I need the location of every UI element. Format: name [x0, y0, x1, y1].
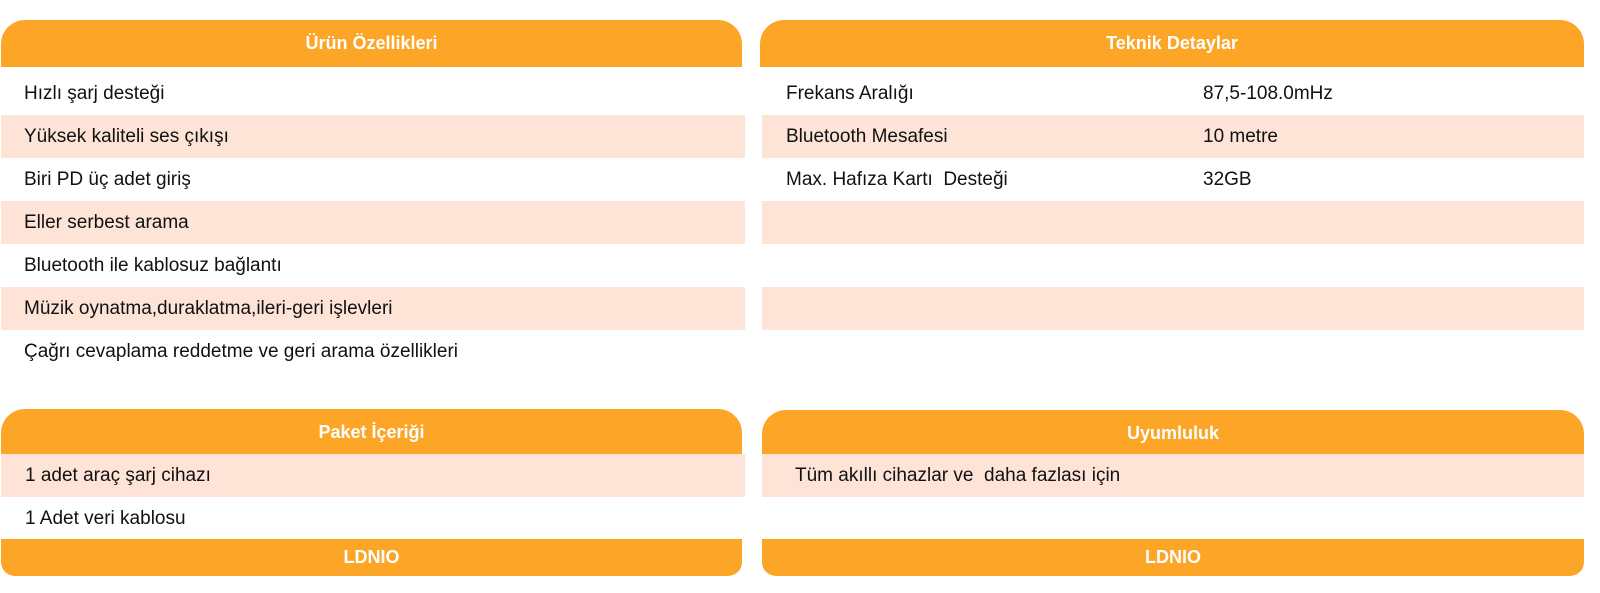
uyumluluk-row [762, 497, 1584, 540]
uyumluluk-footer: LDNIO [762, 539, 1584, 576]
urun-ozellikleri-row [1, 72, 745, 115]
package-item: 1 Adet veri kablosu [25, 507, 186, 529]
urun-ozellikleri-row [1, 287, 745, 330]
urun-ozellikleri-header: Ürün Özellikleri [1, 20, 742, 67]
paket-icerigi-row [1, 454, 745, 497]
feature-text: Yüksek kaliteli ses çıkışı [24, 125, 229, 147]
urun-ozellikleri-row [1, 330, 745, 373]
teknik-detaylar-header: Teknik Detaylar [760, 20, 1584, 67]
spec-value: 87,5-108.0mHz [1203, 82, 1333, 104]
spec-label: Max. Hafıza Kartı Desteği [786, 168, 1008, 190]
feature-text: Bluetooth ile kablosuz bağlantı [24, 254, 282, 276]
uyumluluk-row [762, 454, 1584, 497]
urun-ozellikleri-row [1, 158, 745, 201]
uyumluluk-header: Uyumluluk [762, 410, 1584, 457]
spec-value: 10 metre [1203, 125, 1278, 147]
teknik-detaylar-row [762, 158, 1584, 201]
feature-text: Eller serbest arama [24, 211, 189, 233]
spec-label: Frekans Aralığı [786, 82, 914, 104]
teknik-detaylar-row [762, 72, 1584, 115]
teknik-detaylar-row [762, 115, 1584, 158]
spec-label: Bluetooth Mesafesi [786, 125, 948, 147]
spec-value: 32GB [1203, 168, 1252, 190]
feature-text: Biri PD üç adet giriş [24, 168, 191, 190]
package-item: 1 adet araç şarj cihazı [25, 464, 211, 486]
teknik-detaylar-row [762, 201, 1584, 244]
feature-text: Hızlı şarj desteği [24, 82, 165, 104]
teknik-detaylar-row [762, 244, 1584, 287]
feature-text: Müzik oynatma,duraklatma,ileri-geri işlevleri [24, 297, 393, 319]
paket-icerigi-header: Paket İçeriği [1, 409, 742, 456]
feature-text: Çağrı cevaplama reddetme ve geri arama özellikleri [24, 340, 459, 362]
urun-ozellikleri-row [1, 201, 745, 244]
teknik-detaylar-row [762, 287, 1584, 330]
urun-ozellikleri-row [1, 244, 745, 287]
urun-ozellikleri-row [1, 115, 745, 158]
paket-icerigi-row [1, 497, 745, 540]
compatibility-text: Tüm akıllı cihazlar ve daha fazlası için [795, 464, 1121, 486]
paket-icerigi-footer: LDNIO [1, 539, 742, 576]
